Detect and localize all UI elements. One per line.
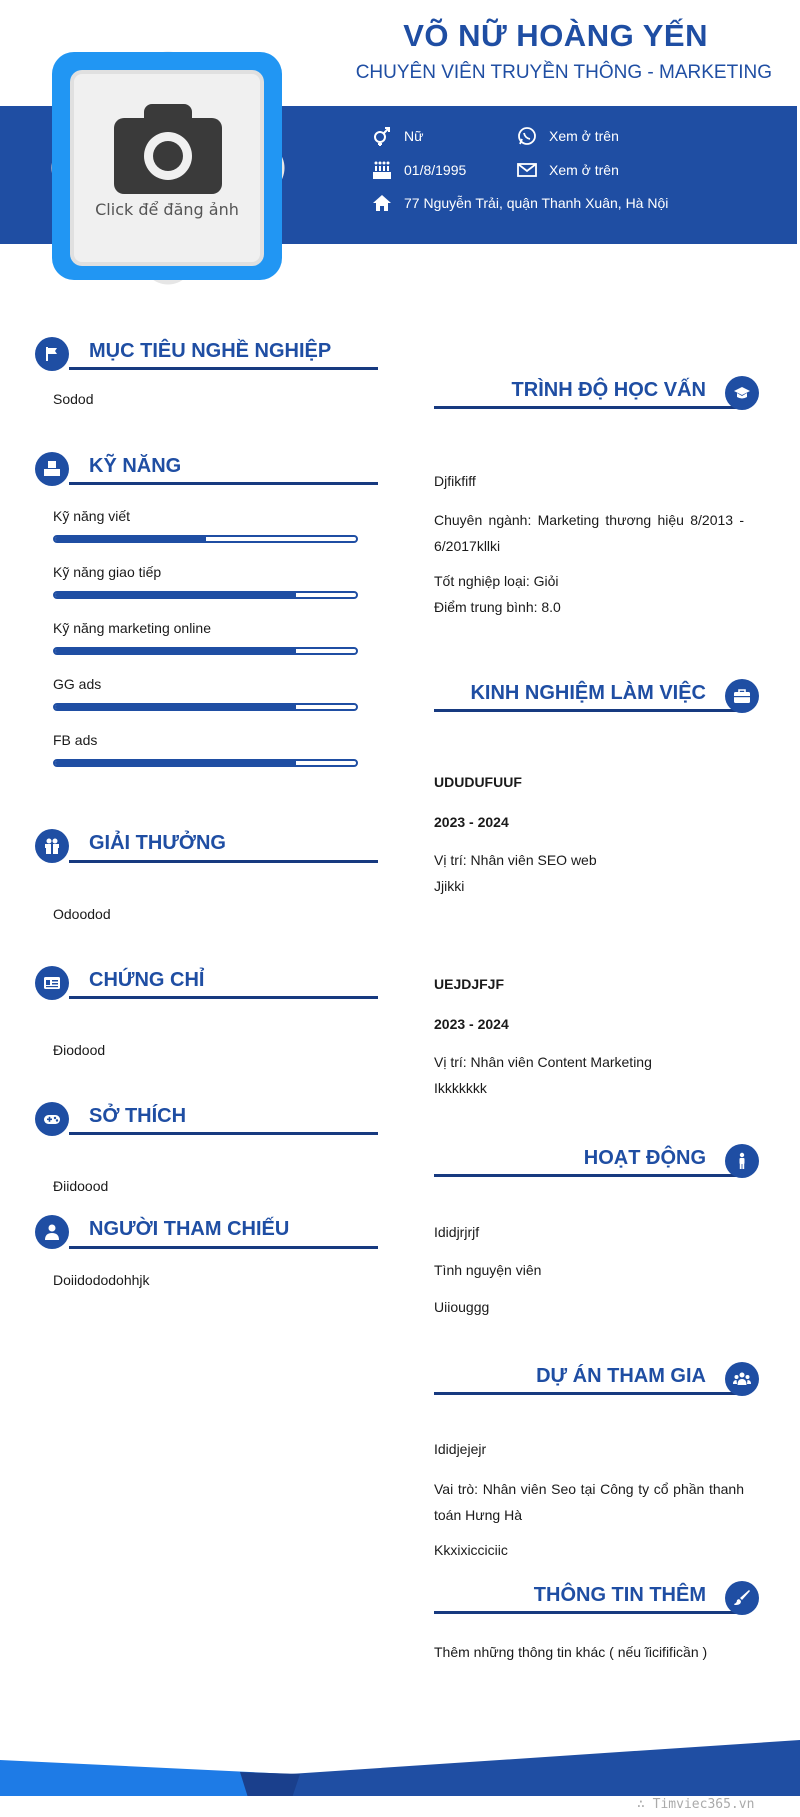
skills-section-icon — [35, 452, 69, 486]
activities-org: Ididjrjrjf — [434, 1224, 480, 1240]
hobbies-section-icon — [35, 1102, 69, 1136]
education-major: Chuyên ngành: Marketing thương hiệu 8/2013 - 6/2017kllki — [434, 512, 744, 554]
info-address — [372, 193, 668, 213]
skill-label: Kỹ năng giao tiếp — [53, 564, 162, 580]
users-icon — [733, 1370, 751, 1388]
experience-title: KINH NGHIỆM LÀM VIỆC — [470, 682, 706, 704]
activities-divider — [434, 1174, 736, 1177]
activities-section-icon — [725, 1144, 759, 1178]
info-phone — [517, 126, 619, 146]
projects-divider — [434, 1392, 736, 1395]
watermark-icon: ∴ — [637, 1797, 653, 1812]
projects-role: Vai trò: Nhân viên Seo tại Công ty cổ phần thanh toán Hưng Hà — [434, 1481, 744, 1523]
skill-bar — [53, 759, 358, 767]
education-title: TRÌNH ĐỘ HỌC VẤN — [511, 379, 706, 401]
skill-bar-fill — [55, 649, 296, 653]
camera-icon — [114, 102, 222, 194]
skills-title: KỸ NĂNG — [89, 455, 182, 477]
person-icon — [733, 1152, 751, 1170]
skill-bar-fill — [55, 593, 296, 597]
id-card-icon — [43, 974, 61, 992]
job-title: CHUYÊN VIÊN TRUYỀN THÔNG - MARKETING — [355, 62, 772, 83]
birthday-value: 01/8/1995 — [404, 162, 467, 178]
awards-divider — [69, 860, 378, 863]
certificates-content: Điodood — [53, 1042, 106, 1058]
certificates-title: CHỨNG CHỈ — [89, 969, 205, 991]
more-info-content: Thêm những thông tin khác ( nếu ĩicifificần ) — [434, 1644, 708, 1660]
education-school: Djfikfiff — [434, 473, 476, 489]
graduation-cap-icon — [733, 384, 751, 402]
info-birthday — [372, 160, 466, 180]
objective-title: MỤC TIÊU NGHỀ NGHIỆP — [89, 340, 332, 362]
phone-value: Xem ở trên — [549, 128, 619, 144]
skill-label: Kỹ năng marketing online — [53, 620, 211, 636]
skill-label: FB ads — [53, 732, 98, 748]
certificates-divider — [69, 996, 378, 999]
footer-decoration — [0, 1738, 800, 1804]
education-grade: Tốt nghiệp loại: Giỏi — [434, 573, 559, 589]
skill-bar — [53, 647, 358, 655]
awards-section-icon — [35, 829, 69, 863]
home-icon — [372, 193, 392, 213]
experience-position: Vị trí: Nhân viên Content Marketing — [434, 1054, 652, 1070]
experience-company: UDUDUFUUF — [434, 774, 522, 790]
photo-upload-label: Click để đăng ảnh — [95, 200, 239, 219]
awards-title: GIẢI THƯỞNG — [89, 832, 226, 854]
skill-bar — [53, 535, 358, 543]
projects-name: Ididjejejr — [434, 1441, 487, 1457]
flag-icon — [43, 345, 61, 363]
projects-description: Kkxixicciciic — [434, 1542, 508, 1558]
experience-description: Ikkkkkkk — [434, 1080, 487, 1096]
address-value: 77 Nguyễn Trải, quận Thanh Xuân, Hà Nội — [404, 195, 669, 211]
skill-bar — [53, 703, 358, 711]
experience-period: 2023 - 2024 — [434, 1016, 509, 1032]
activities-title: HOẠT ĐỘNG — [583, 1147, 706, 1169]
watermark-text: Timviec365.vn — [652, 1797, 755, 1812]
hobbies-divider — [69, 1132, 378, 1135]
skill-bar-fill — [55, 705, 296, 709]
more-info-title: THÔNG TIN THÊM — [533, 1584, 706, 1606]
education-section-icon — [725, 376, 759, 410]
skill-bar-fill — [55, 761, 296, 765]
email-value: Xem ở trên — [549, 162, 619, 178]
activities-role: Tình nguyện viên — [434, 1262, 542, 1278]
candidate-name: VÕ NỮ HOÀNG YẾN — [403, 18, 708, 53]
skill-bar — [53, 591, 358, 599]
gender-icon — [372, 126, 392, 146]
paintbrush-icon — [733, 1589, 751, 1607]
photo-placeholder[interactable] — [74, 74, 260, 262]
projects-title: DỰ ÁN THAM GIA — [536, 1365, 706, 1387]
skill-label: Kỹ năng viết — [53, 508, 131, 524]
user-icon — [43, 1223, 61, 1241]
projects-section-icon — [725, 1362, 759, 1396]
hobbies-content: Điidoood — [53, 1178, 109, 1194]
more-info-divider — [434, 1611, 736, 1614]
birthday-cake-icon — [372, 160, 392, 180]
hobbies-title: SỞ THÍCH — [89, 1105, 187, 1127]
experience-description: Jjikki — [434, 878, 465, 894]
gamepad-icon — [43, 1110, 61, 1128]
awards-content: Odoodod — [53, 906, 111, 922]
references-title: NGƯỜI THAM CHIẾU — [89, 1218, 290, 1240]
skill-label: GG ads — [53, 676, 102, 692]
activities-description: Uiiouggg — [434, 1299, 490, 1315]
info-email — [517, 160, 619, 180]
gender-value: Nữ — [404, 128, 424, 144]
certificates-section-icon — [35, 966, 69, 1000]
objective-section-icon — [35, 337, 69, 371]
info-gender — [372, 126, 423, 146]
envelope-icon — [517, 160, 537, 180]
gift-icon — [43, 837, 61, 855]
references-section-icon — [35, 1215, 69, 1249]
briefcase-icon — [733, 687, 751, 705]
cubes-icon — [43, 460, 61, 478]
whatsapp-icon — [517, 126, 537, 146]
references-content: Doiidododohhjk — [53, 1272, 150, 1288]
objective-divider — [69, 367, 378, 370]
experience-section-icon — [725, 679, 759, 713]
education-gpa: Điểm trung bình: 8.0 — [434, 599, 561, 615]
experience-period: 2023 - 2024 — [434, 814, 509, 830]
experience-company: UEJDJFJF — [434, 976, 505, 992]
footer-watermark — [637, 1797, 754, 1812]
experience-position: Vị trí: Nhân viên SEO web — [434, 852, 597, 868]
skills-divider — [69, 482, 378, 485]
skill-bar-fill — [55, 537, 206, 541]
more-info-section-icon — [725, 1581, 759, 1615]
references-divider — [69, 1246, 378, 1249]
objective-content: Sodod — [53, 391, 94, 407]
experience-divider — [434, 709, 736, 712]
education-divider — [434, 406, 736, 409]
